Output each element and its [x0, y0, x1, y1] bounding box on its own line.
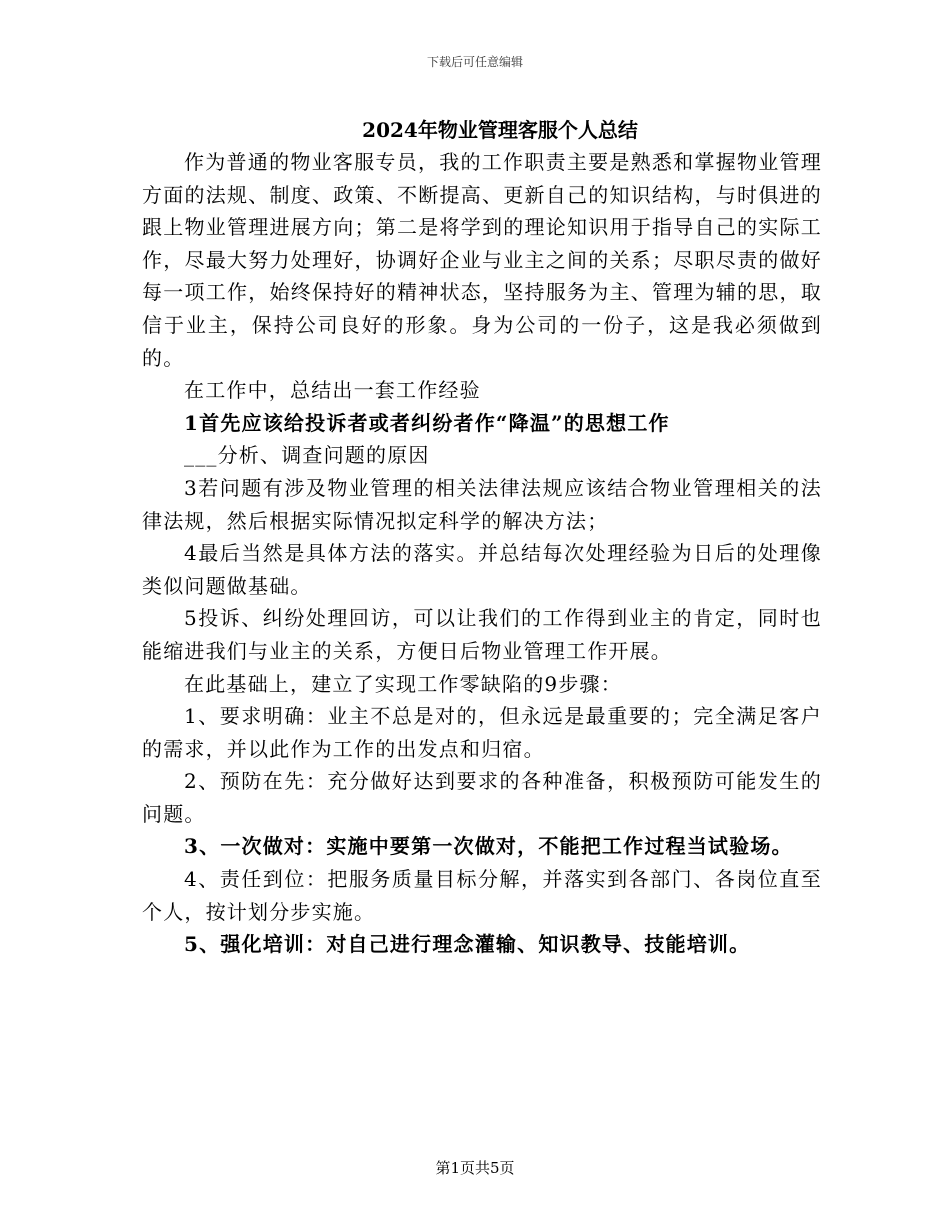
document-body: [142, 146, 822, 961]
paragraph: 5投诉、纠纷处理回访，可以让我们的工作得到业主的肯定，同时也能缩进我们与业主的关系，方便日后物业管理工作开展。: [142, 606, 822, 663]
paragraph: 2、预防在先：充分做好达到要求的各种准备，积极预防可能发生的问题。: [142, 769, 822, 826]
paragraph: ___分析、调查问题的原因: [184, 443, 430, 468]
paragraph: 4、责任到位：把服务质量目标分解，并落实到各部门、各岗位直至个人，按计划分步实施。: [142, 867, 822, 924]
header-note: 下载后可任意编辑: [426, 55, 523, 69]
paragraph: 在此基础上，建立了实现工作零缺陷的9步骤：: [184, 671, 622, 696]
paragraph: 3若问题有涉及物业管理的相关法律法规应该结合物业管理相关的法律法规，然后根据实际情况拟定科学的解决方法；: [142, 475, 822, 533]
paragraph: 5、强化培训：对自己进行理念灌输、知识教导、技能培训。: [184, 932, 751, 957]
paragraph: 1首先应该给投诉者或者纠纷者作“降温”的思想工作: [184, 410, 670, 435]
paragraph: 4最后当然是具体方法的落实。并总结每次处理经验为日后的处理像类似问题做基础。: [142, 541, 822, 598]
page-footer: 第1页共5页: [435, 1159, 515, 1177]
paragraph: 作为普通的物业客服专员，我的工作职责主要是熟悉和掌握物业管理方面的法规、制度、政策、不断提高、更新自己的知识结构，与时俱进的跟上物业管理进展方向；第二是将学到的理论知识用于指导自己的实际工作，尽最大努力处理好，协调好企业与业主之间的关系；尽职尽责的做好每一项工作，始终保持好的精神状态，坚持服务为主、管理为辅的思，取信于业主，保持公司良好的形象。身为公司的一份子，这是我必须做到的。: [142, 150, 822, 370]
paragraph: 1、要求明确：业主不总是对的，但永远是最重要的；完全满足客户的需求，并以此作为工作的出发点和归宿。: [142, 704, 822, 761]
document-title: 2024年物业管理客服个人总结: [362, 118, 638, 142]
paragraph: 3、一次做对：实施中要第一次做对，不能把工作过程当试验场。: [184, 834, 793, 859]
paragraph: 在工作中，总结出一套工作经验: [184, 378, 481, 403]
